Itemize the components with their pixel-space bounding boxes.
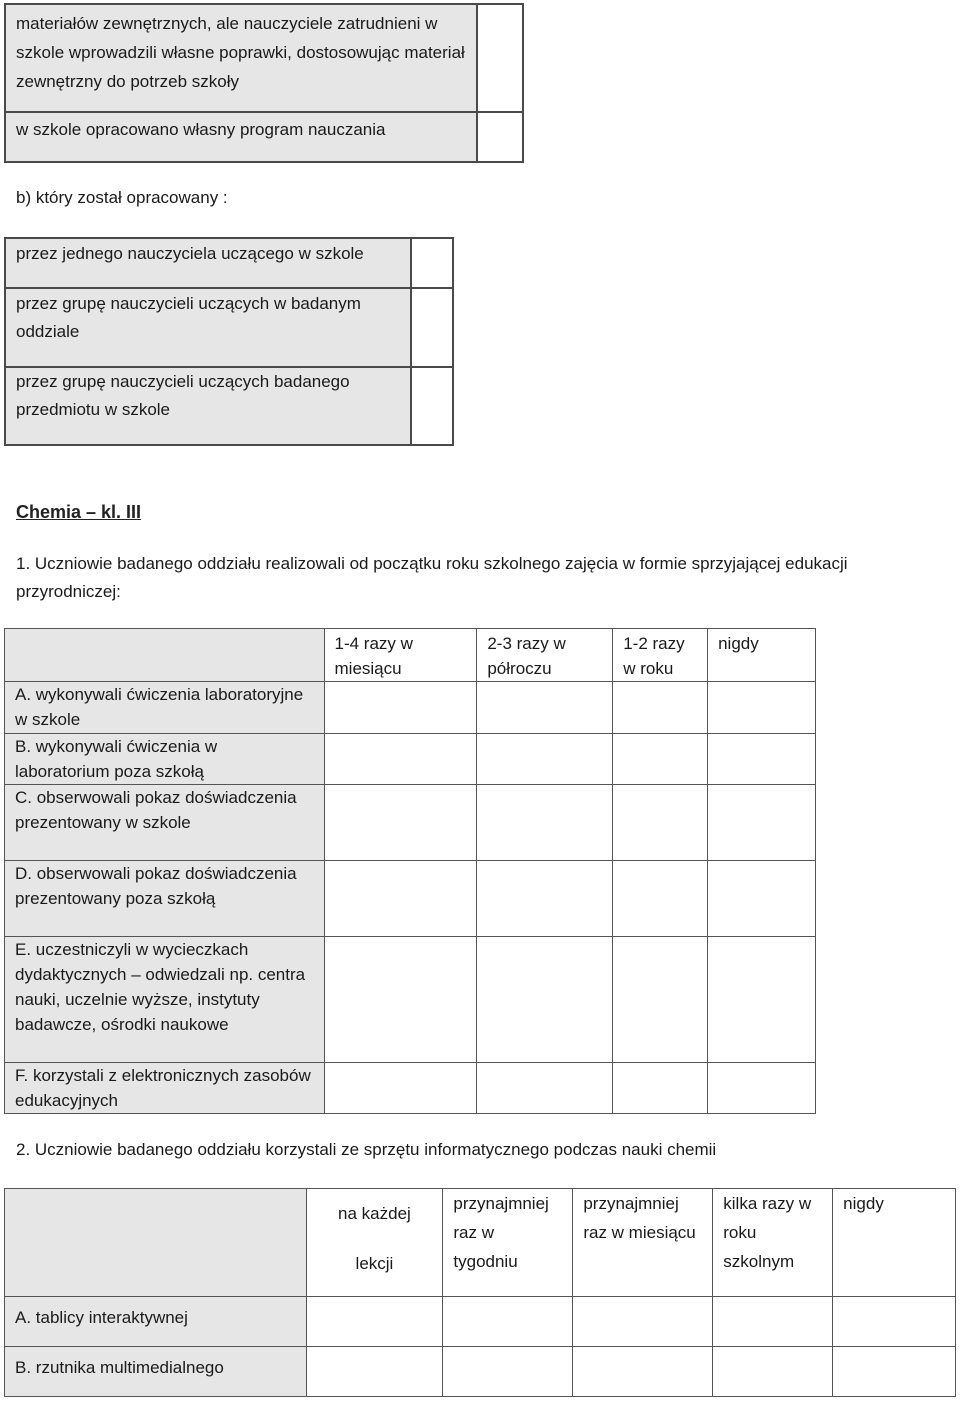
column-header: przynajmniej raz w miesiącu	[573, 1189, 713, 1297]
row-label: C. obserwowali pokaz doświadczenia prezentowany w szkole	[5, 785, 325, 861]
column-header: nigdy	[833, 1189, 956, 1297]
answer-cell[interactable]	[324, 1063, 477, 1114]
answer-cell[interactable]	[324, 861, 477, 937]
answer-cell[interactable]	[306, 1347, 443, 1397]
answer-cell[interactable]	[613, 785, 708, 861]
option-row-external-materials	[4, 3, 478, 113]
answer-cell[interactable]	[324, 937, 477, 1063]
answer-cell[interactable]	[443, 1297, 573, 1347]
answer-cell[interactable]	[324, 785, 477, 861]
answer-cell[interactable]	[708, 861, 816, 937]
answer-cell[interactable]	[708, 785, 816, 861]
question-2-table	[4, 1188, 956, 1397]
column-header: kilka razy w roku szkolnym	[713, 1189, 833, 1297]
checkbox-external-materials[interactable]	[476, 3, 524, 113]
answer-cell[interactable]	[708, 937, 816, 1063]
checkbox-group-class[interactable]	[410, 287, 454, 368]
checkbox-group-subject[interactable]	[410, 366, 454, 446]
answer-cell[interactable]	[477, 1063, 613, 1114]
question-2-text: 2. Uczniowie badanego oddziału korzystali ze sprzętu informatycznego podczas nauki chemii	[16, 1140, 717, 1159]
answer-cell[interactable]	[713, 1297, 833, 1347]
question-1-table	[4, 628, 816, 1114]
column-header: 1-4 razy w miesiącu	[324, 629, 477, 682]
option-row-group-class	[4, 287, 412, 368]
row-label: B. wykonywali ćwiczenia w laboratorium poza szkołą	[5, 734, 325, 785]
answer-cell[interactable]	[477, 682, 613, 734]
answer-cell[interactable]	[613, 937, 708, 1063]
column-header: nigdy	[708, 629, 816, 682]
subquestion-b-label: b) który został opracowany :	[16, 188, 228, 207]
answer-cell[interactable]	[708, 682, 816, 734]
answer-cell[interactable]	[833, 1347, 956, 1397]
answer-cell[interactable]	[613, 1063, 708, 1114]
column-header: 2-3 razy w półroczu	[477, 629, 613, 682]
answer-cell[interactable]	[833, 1297, 956, 1347]
answer-cell[interactable]	[443, 1347, 573, 1397]
column-header: przynajmniej raz w tygodniu	[443, 1189, 573, 1297]
option-text: w szkole opracowano własny program nauczania	[16, 120, 386, 139]
checkbox-own-program[interactable]	[476, 111, 524, 163]
row-label: D. obserwowali pokaz doświadczenia prezentowany poza szkołą	[5, 861, 325, 937]
answer-cell[interactable]	[477, 937, 613, 1063]
option-text: przez grupę nauczycieli uczących w badanym oddziale	[16, 294, 361, 341]
row-label: F. korzystali z elektronicznych zasobów edukacyjnych	[5, 1063, 325, 1114]
answer-cell[interactable]	[306, 1297, 443, 1347]
answer-cell[interactable]	[713, 1347, 833, 1397]
checkbox-one-teacher[interactable]	[410, 237, 454, 289]
answer-cell[interactable]	[708, 1063, 816, 1114]
answer-cell[interactable]	[708, 734, 816, 785]
corner-cell	[5, 629, 325, 682]
option-row-group-subject	[4, 366, 412, 446]
answer-cell[interactable]	[477, 861, 613, 937]
answer-cell[interactable]	[613, 682, 708, 734]
section-title: Chemia – kl. III	[16, 502, 142, 522]
answer-cell[interactable]	[573, 1297, 713, 1347]
column-header: na każdej lekcji	[306, 1189, 443, 1297]
row-label: B. rzutnika multimedialnego	[5, 1347, 307, 1397]
option-text: przez jednego nauczyciela uczącego w szkole	[16, 244, 364, 263]
answer-cell[interactable]	[324, 682, 477, 734]
answer-cell[interactable]	[477, 785, 613, 861]
answer-cell[interactable]	[573, 1347, 713, 1397]
answer-cell[interactable]	[613, 734, 708, 785]
answer-cell[interactable]	[613, 861, 708, 937]
answer-cell[interactable]	[477, 734, 613, 785]
option-row-one-teacher	[4, 237, 412, 289]
row-label: E. uczestniczyli w wycieczkach dydaktycznych – odwiedzali np. centra nauki, uczelnie wyższe, instytuty badawcze, ośrodki naukowe	[5, 937, 325, 1063]
corner-cell	[5, 1189, 307, 1297]
answer-cell[interactable]	[324, 734, 477, 785]
option-text: przez grupę nauczycieli uczących badanego przedmiotu w szkole	[16, 372, 350, 419]
row-label: A. tablicy interaktywnej	[5, 1297, 307, 1347]
option-row-own-program	[4, 111, 478, 163]
column-header: 1-2 razy w roku	[613, 629, 708, 682]
option-text: materiałów zewnętrznych, ale nauczyciele zatrudnieni w szkole wprowadzili własne poprawki, dostosowując materiał zewnętrzny do potrzeb szkoły	[16, 14, 465, 91]
row-label: A. wykonywali ćwiczenia laboratoryjne w szkole	[5, 682, 325, 734]
question-1-text: 1. Uczniowie badanego oddziału realizowali od początku roku szkolnego zajęcia w formie sprzyjającej edukacji przyrodniczej:	[16, 554, 848, 601]
